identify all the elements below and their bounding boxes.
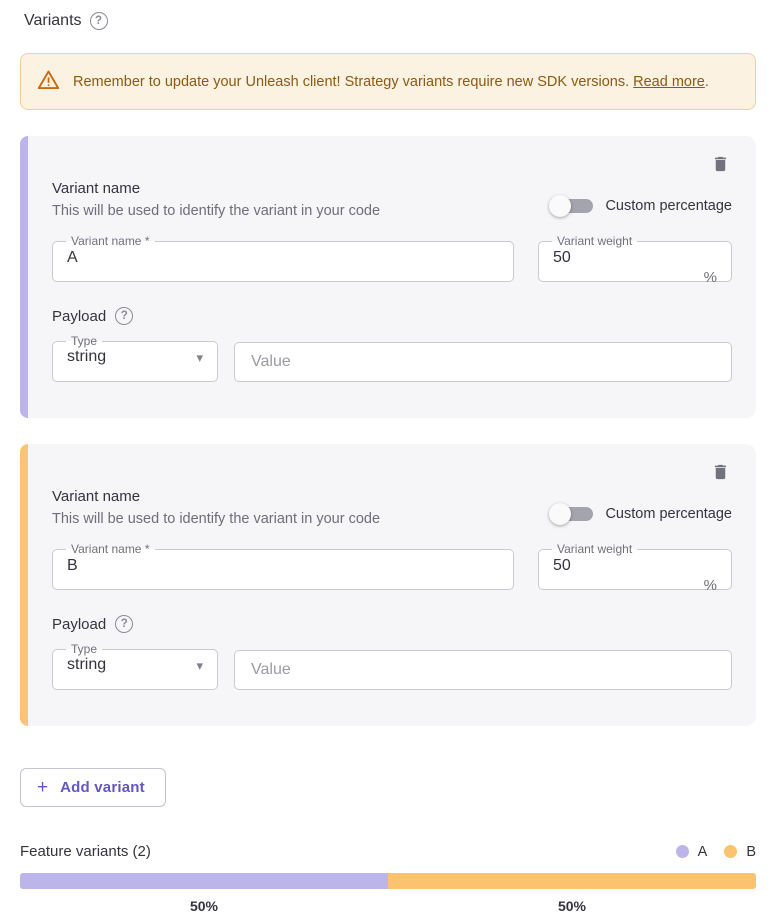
variant-name-description: This will be used to identify the variant in your code — [52, 203, 381, 219]
variant-card-b — [20, 444, 756, 726]
variant-name-field-label: Variant name * — [71, 542, 150, 556]
legend-dot-b — [724, 845, 737, 858]
variant-card-a — [20, 136, 756, 418]
legend-label-b: B — [746, 843, 756, 860]
variant-name-description: This will be used to identify the variant in your code — [52, 511, 381, 527]
sdk-warning-banner — [20, 53, 756, 110]
segment-a-percent-label: 50% — [189, 898, 219, 914]
variant-name-input[interactable] — [66, 555, 500, 585]
distribution-segment-a — [20, 873, 388, 889]
type-field-label: Type — [71, 334, 98, 348]
custom-percentage-control-a — [549, 194, 732, 219]
variant-b-accent-stripe — [20, 444, 28, 726]
distribution-segment-b — [388, 873, 756, 889]
chevron-down-icon: ▾ — [196, 657, 203, 673]
toggle-thumb — [549, 503, 571, 525]
toggle-thumb — [549, 195, 571, 217]
variant-a-accent-stripe — [20, 136, 28, 418]
variant-name-fieldset — [52, 235, 514, 282]
variants-help-icon[interactable]: ? — [90, 12, 108, 30]
page-title: Variants — [24, 12, 82, 29]
variants-legend — [676, 844, 756, 860]
payload-value-box — [234, 650, 732, 690]
percent-suffix: % — [703, 577, 717, 594]
feature-variants-summary — [20, 843, 756, 914]
chevron-down-icon: ▾ — [196, 349, 203, 365]
variant-weight-fieldset — [538, 234, 732, 286]
distribution-bar — [20, 873, 756, 889]
plus-icon: + — [37, 777, 49, 798]
variant-name-input[interactable] — [66, 247, 500, 277]
payload-label: Payload — [52, 307, 107, 325]
delete-variant-b-button[interactable] — [709, 458, 732, 486]
variant-weight-fieldset — [538, 542, 732, 594]
custom-percentage-label: Custom percentage — [605, 198, 732, 214]
payload-type-select[interactable] — [52, 643, 218, 690]
payload-type-select[interactable] — [52, 335, 218, 382]
payload-help-icon[interactable]: ? — [115, 615, 133, 633]
variant-weight-input[interactable] — [552, 247, 718, 277]
legend-item-b — [724, 844, 756, 860]
trash-icon — [711, 471, 730, 486]
type-selected-value: string — [67, 656, 107, 673]
type-field-label: Type — [71, 642, 98, 656]
legend-item-a — [676, 844, 708, 860]
segment-b-percent-label: 50% — [557, 898, 587, 914]
add-variant-label: Add variant — [60, 779, 145, 796]
legend-label-a: A — [697, 843, 708, 860]
warning-message: Remember to update your Unleash client! Strategy variants require new SDK versions. Read more. — [73, 73, 709, 90]
distribution-labels — [20, 898, 756, 914]
variant-weight-field-label: Variant weight — [557, 542, 633, 556]
percent-suffix: % — [703, 269, 717, 286]
variant-weight-input[interactable] — [552, 555, 718, 585]
warning-triangle-icon — [37, 69, 60, 94]
legend-dot-a — [676, 845, 689, 858]
custom-percentage-control-b — [549, 502, 732, 527]
variant-name-heading: Variant name — [52, 488, 141, 505]
payload-value-input[interactable] — [249, 352, 717, 372]
custom-percentage-label: Custom percentage — [605, 506, 732, 522]
custom-percentage-toggle[interactable] — [549, 502, 593, 526]
variant-b-headings — [52, 488, 380, 527]
page-title-row — [20, 12, 756, 30]
variant-name-fieldset — [52, 543, 514, 590]
variant-name-heading: Variant name — [52, 180, 141, 197]
custom-percentage-toggle[interactable] — [549, 194, 593, 218]
payload-help-icon[interactable]: ? — [115, 307, 133, 325]
payload-label: Payload — [52, 615, 107, 633]
read-more-link[interactable]: Read more — [633, 73, 705, 90]
type-selected-value: string — [67, 348, 107, 365]
payload-value-box — [234, 342, 732, 382]
delete-variant-a-button[interactable] — [709, 150, 732, 178]
trash-icon — [711, 163, 730, 178]
variant-a-headings — [52, 180, 380, 219]
payload-value-input[interactable] — [249, 660, 717, 680]
variant-name-field-label: Variant name * — [71, 234, 150, 248]
variant-weight-field-label: Variant weight — [557, 234, 633, 248]
add-variant-button[interactable] — [20, 768, 166, 807]
feature-variants-title: Feature variants (2) — [20, 843, 151, 860]
